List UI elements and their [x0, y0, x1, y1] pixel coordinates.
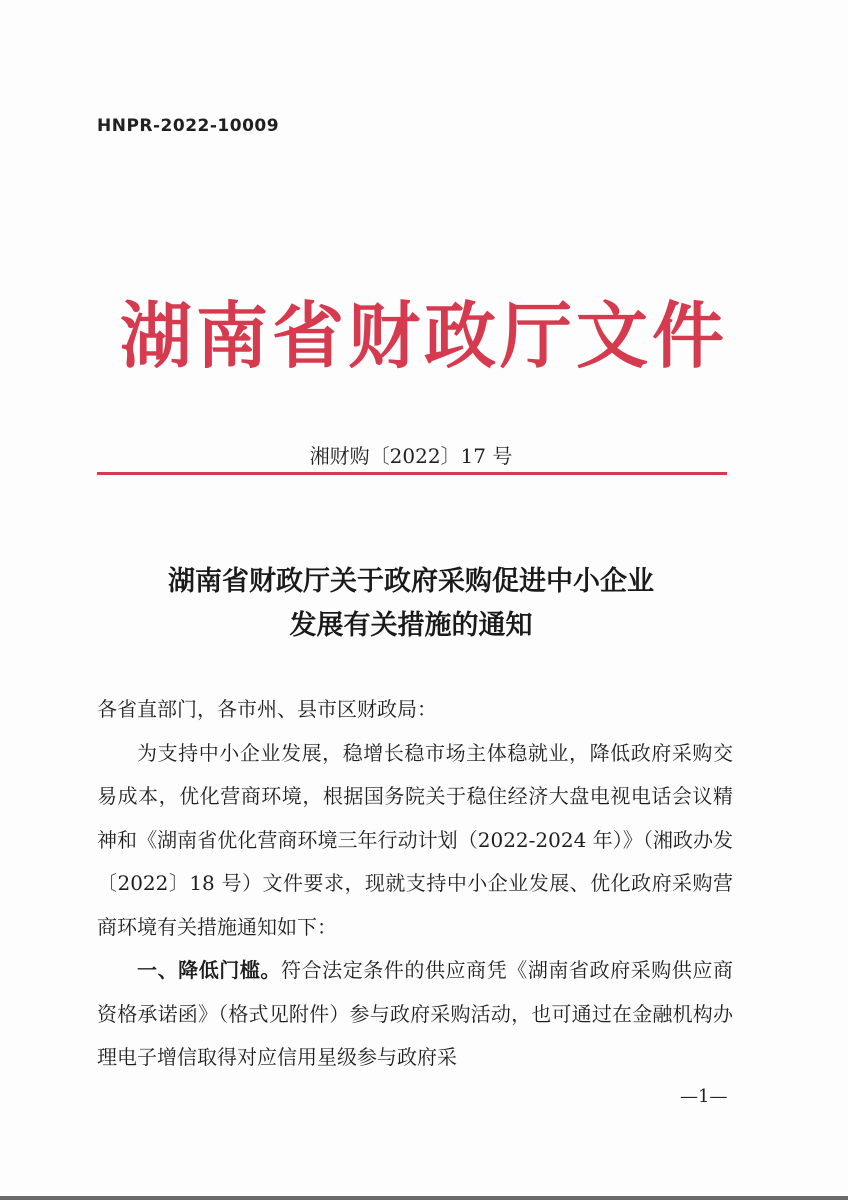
salutation: 各省直部门，各市州、县市区财政局： [97, 697, 437, 721]
notice-title-line-2: 发展有关措施的通知 [289, 610, 533, 641]
notice-title-line-1: 湖南省财政厅关于政府采购促进中小企业 [168, 566, 654, 597]
document-body [97, 688, 733, 1080]
masthead-title: 湖南省财政厅文件 [119, 294, 728, 378]
paragraph-intro: 为支持中小企业发展，稳增长稳市场主体稳就业，降低政府采购交易成本，优化营商环境，根据国务院关于稳住经济大盘电视电话会议精神和《湖南省优化营商环境三年行动计划（2022-2024 年）》（湘政办发〔2022〕18 号）文件要求，现就支持中小企业发展、优化政府采购营商环境有关措施通知如下： [97, 740, 733, 939]
paragraph-item-1 [97, 949, 733, 1080]
item-1-text: 符合法定条件的供应商凭《湖南省政府采购供应商资格承诺函》（格式见附件）参与政府采购活动，也可通过在金融机构办理电子增信取得对应信用星级参与政府采 [97, 958, 733, 1069]
issue-number: 湘财购〔2022〕17 号 [309, 444, 513, 468]
document-number: HNPR-2022-10009 [97, 116, 280, 136]
scan-bottom-edge [0, 1196, 848, 1200]
red-divider-line [97, 472, 727, 475]
page-number: —1— [680, 1086, 728, 1107]
notice-title [0, 560, 822, 648]
item-1-heading: 一、降低门槛。 [137, 958, 281, 982]
